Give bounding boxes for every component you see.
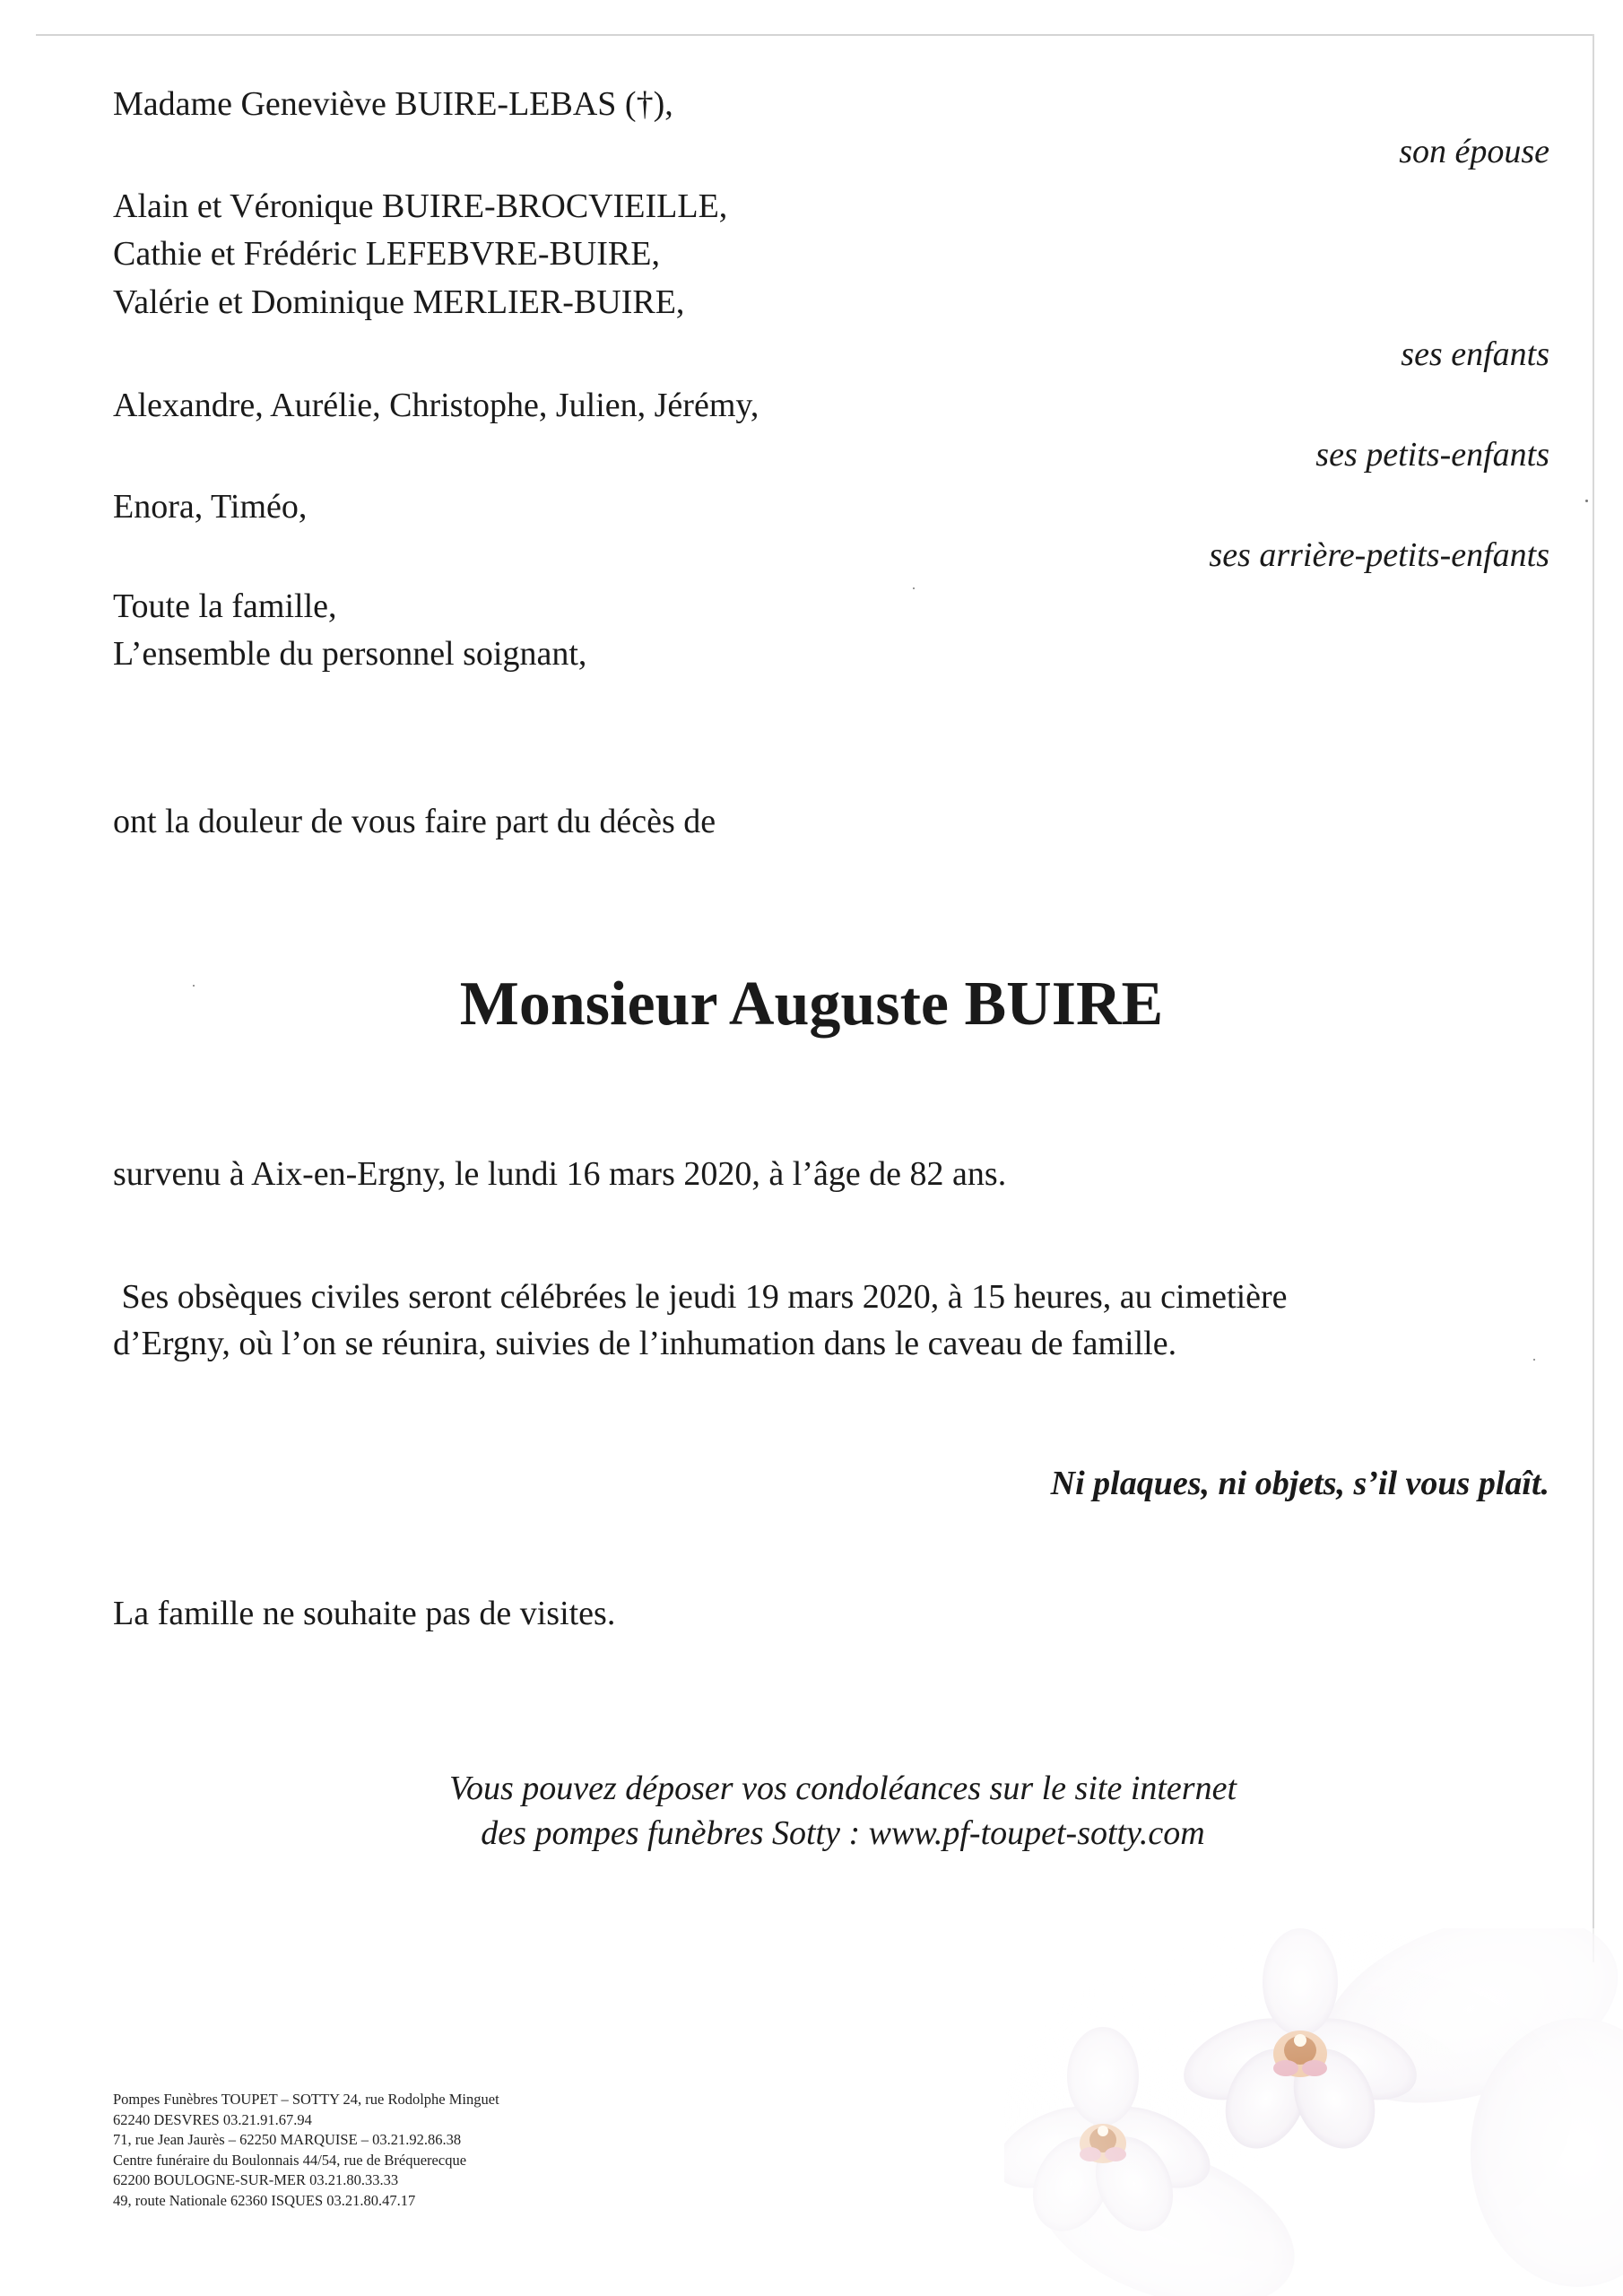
scan-speck	[913, 587, 915, 589]
care-staff-line: L’ensemble du personnel soignant,	[113, 635, 587, 673]
funeral-line-1: Ses obsèques civiles seront célébrées le jeudi 19 mars 2020, à 15 heures, au cimetière	[113, 1278, 1288, 1316]
footer-line: Pompes Funèbres TOUPET – SOTTY 24, rue Rodolphe Minguet	[113, 2091, 499, 2108]
condolences-line-1: Vous pouvez déposer vos condoléances sur le site internet	[448, 1770, 1237, 1807]
widow-role: son épouse	[1399, 133, 1549, 170]
funeral-line-2: d’Ergny, où l’on se réunira, suivies de l’inhumation dans le caveau de famille.	[113, 1325, 1177, 1362]
footer-line: 49, route Nationale 62360 ISQUES 03.21.80.47.17	[113, 2191, 416, 2209]
footer-line: Centre funéraire du Boulonnais 44/54, rue de Bréquerecque	[113, 2151, 467, 2169]
announcement-text: ont la douleur de vous faire part du décès de	[113, 803, 716, 840]
top-border-line	[36, 34, 1594, 36]
no-flowers-request: Ni plaques, ni objets, s’il vous plaît.	[1050, 1465, 1549, 1502]
footer-line: 62200 BOULOGNE-SUR-MER 03.21.80.33.33	[113, 2171, 399, 2188]
deceased-name: Monsieur Auguste BUIRE	[459, 970, 1164, 1039]
family-line: Toute la famille,	[113, 587, 337, 625]
footer-line: 71, rue Jean Jaurès – 62250 MARQUISE – 03.21.92.86.38	[113, 2131, 462, 2148]
child-couple-3: Valérie et Dominique MERLIER-BUIRE,	[113, 283, 685, 321]
scan-speck	[1585, 500, 1588, 502]
no-visits-note: La famille ne souhaite pas de visites.	[113, 1595, 616, 1632]
child-couple-2: Cathie et Frédéric LEFEBVRE-BUIRE,	[113, 235, 660, 273]
great-grandchildren-names: Enora, Timéo,	[113, 488, 308, 526]
children-role: ses enfants	[1401, 335, 1549, 373]
great-grandchildren-role: ses arrière-petits-enfants	[1209, 536, 1549, 574]
widow-name: Madame Geneviève BUIRE-LEBAS (†),	[113, 85, 673, 123]
death-info: survenu à Aix-en-Ergny, le lundi 16 mars 2020, à l’âge de 82 ans.	[113, 1155, 1007, 1193]
scan-speck	[1533, 1359, 1535, 1361]
grandchildren-role: ses petits-enfants	[1315, 436, 1549, 474]
scan-speck	[193, 985, 195, 987]
grandchildren-names: Alexandre, Aurélie, Christophe, Julien, Jérémy,	[113, 387, 759, 424]
child-couple-1: Alain et Véronique BUIRE-BROCVIEILLE,	[113, 187, 728, 225]
orchid-flowers-image	[1004, 1928, 1623, 2296]
condolences-line-2: des pompes funèbres Sotty : www.pf-toupet-sotty.com	[481, 1814, 1205, 1852]
footer-line: 62240 DESVRES 03.21.91.67.94	[113, 2110, 312, 2128]
funeral-home-footer	[113, 2090, 499, 2211]
